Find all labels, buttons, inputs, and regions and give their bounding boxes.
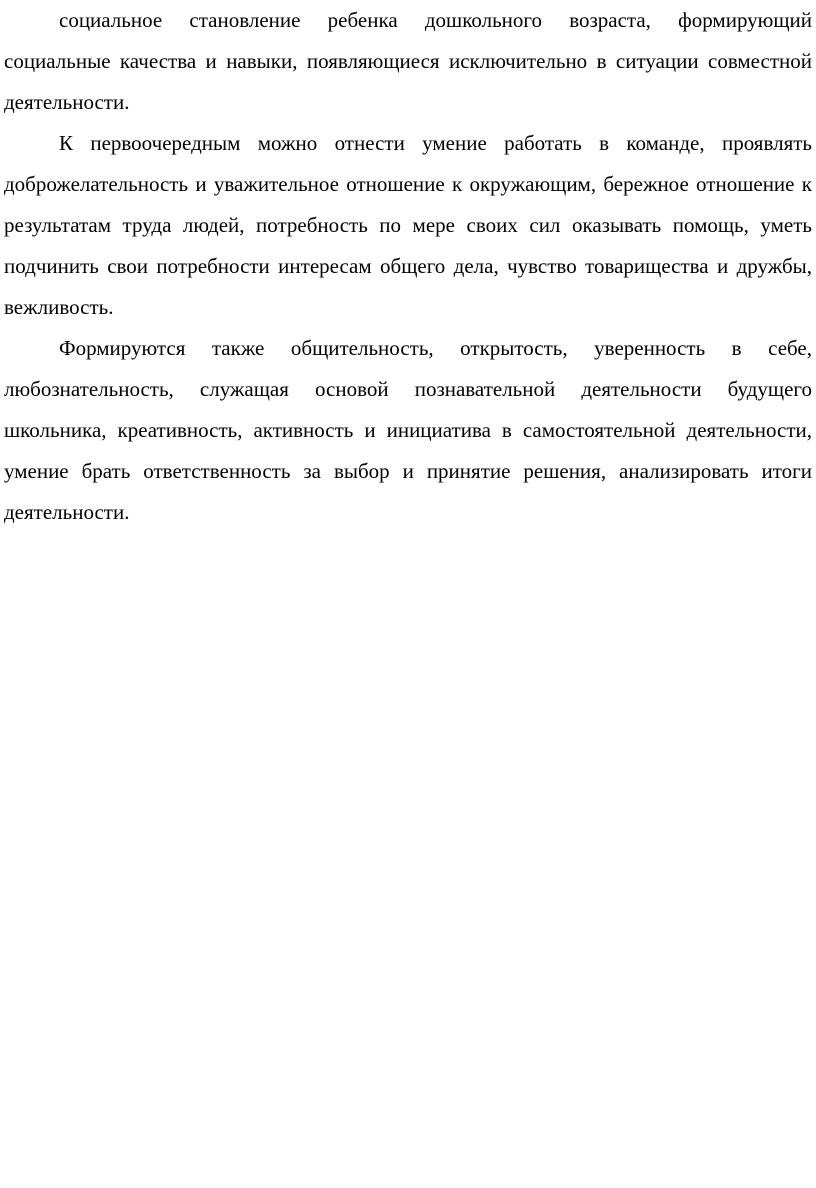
body-text — [4, 0, 812, 533]
paragraph-2: К первоочередным можно отнести умение работать в команде, проявлять доброжелательность и уважительное отношение к окружающим, бережное отношение к результатам труда людей, потребность по мере своих сил оказывать помощь, уметь подчинить свои потребности интересам общего дела, чувство товарищества и дружбы, вежливость. — [4, 131, 812, 319]
paragraph-1: социальное становление ребенка дошкольного возраста, формирующий социальные качества и навыки, появляющиеся исключительно в ситуации совместной деятельности. — [4, 8, 812, 114]
paragraph-3: Формируются также общительность, открытость, уверенность в себе, любознательность, служащая основой познавательной деятельности будущего школьника, креативность, активность и инициатива в самостоятельной деятельности, умение брать ответственность за выбор и принятие решения, анализировать итоги деятельности. — [4, 336, 812, 524]
